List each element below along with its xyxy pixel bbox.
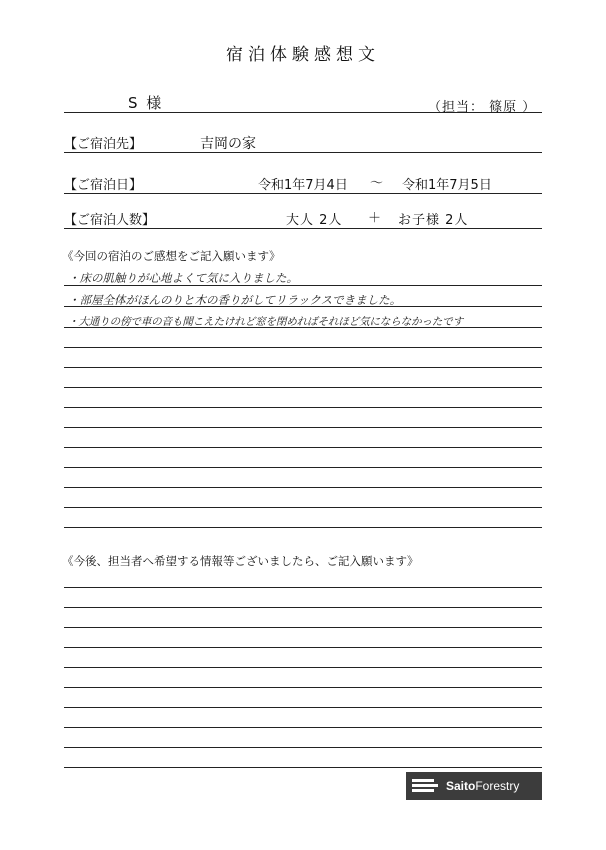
ruled-line <box>64 607 542 608</box>
ruled-line <box>64 727 542 728</box>
ruled-line <box>64 487 542 488</box>
ruled-line <box>64 306 542 307</box>
ruled-line <box>64 285 542 286</box>
date-underline <box>64 193 542 194</box>
logo-wordmark: SaitoForestry <box>446 779 520 793</box>
ruled-line <box>64 687 542 688</box>
lodging-label: 【ご宿泊先】 <box>64 137 143 152</box>
ruled-line <box>64 407 542 408</box>
impressions-heading: 《今回の宿泊のご感想をご記入願います》 <box>62 249 281 263</box>
ruled-line <box>64 767 542 768</box>
ruled-line <box>64 367 542 368</box>
ruled-line <box>64 507 542 508</box>
staff-in-charge: （担当： 篠原 ） <box>428 100 537 115</box>
ruled-line <box>64 427 542 428</box>
guest-name: S 様 <box>128 94 164 112</box>
date-label: 【ご宿泊日】 <box>64 178 143 193</box>
requests-heading: 《今後、担当者へ希望する情報等ございましたら、ご記入願います》 <box>62 554 419 568</box>
ruled-line <box>64 387 542 388</box>
ruled-line <box>64 467 542 468</box>
impression-line-2: ・部屋全体がほんのりと木の香りがしてリラックスできました。 <box>68 293 402 307</box>
guest-underline <box>64 112 542 113</box>
date-from: 令和1年7月4日 <box>258 178 348 193</box>
ruled-line <box>64 667 542 668</box>
ruled-line <box>64 707 542 708</box>
child-count: お子様 2人 <box>398 213 469 228</box>
lodging-underline <box>64 152 542 153</box>
ruled-line <box>64 587 542 588</box>
guest-count-underline <box>64 228 542 229</box>
logo-mark-icon <box>406 772 442 800</box>
adult-count: 大人 2人 <box>286 213 343 228</box>
ruled-line <box>64 327 542 328</box>
ruled-line <box>64 647 542 648</box>
date-to: 令和1年7月5日 <box>402 178 492 193</box>
ruled-line <box>64 747 542 748</box>
date-separator: 〜 <box>370 176 384 191</box>
impression-line-1: ・床の肌触りが心地よくて気に入りました。 <box>68 271 298 285</box>
ruled-line <box>64 447 542 448</box>
ruled-line <box>64 527 542 528</box>
impression-line-3: ・大通りの傍で車の音も聞こえたけれど窓を閉めればそれほど気にならなかったです <box>68 316 463 328</box>
plus-sign: ＋ <box>368 211 382 226</box>
ruled-line <box>64 627 542 628</box>
guest-count-label: 【ご宿泊人数】 <box>64 213 156 228</box>
document-title: 宿泊体験感想文 <box>226 45 380 65</box>
ruled-line <box>64 347 542 348</box>
lodging-value: 吉岡の家 <box>200 136 256 152</box>
saito-forestry-logo <box>406 772 542 800</box>
